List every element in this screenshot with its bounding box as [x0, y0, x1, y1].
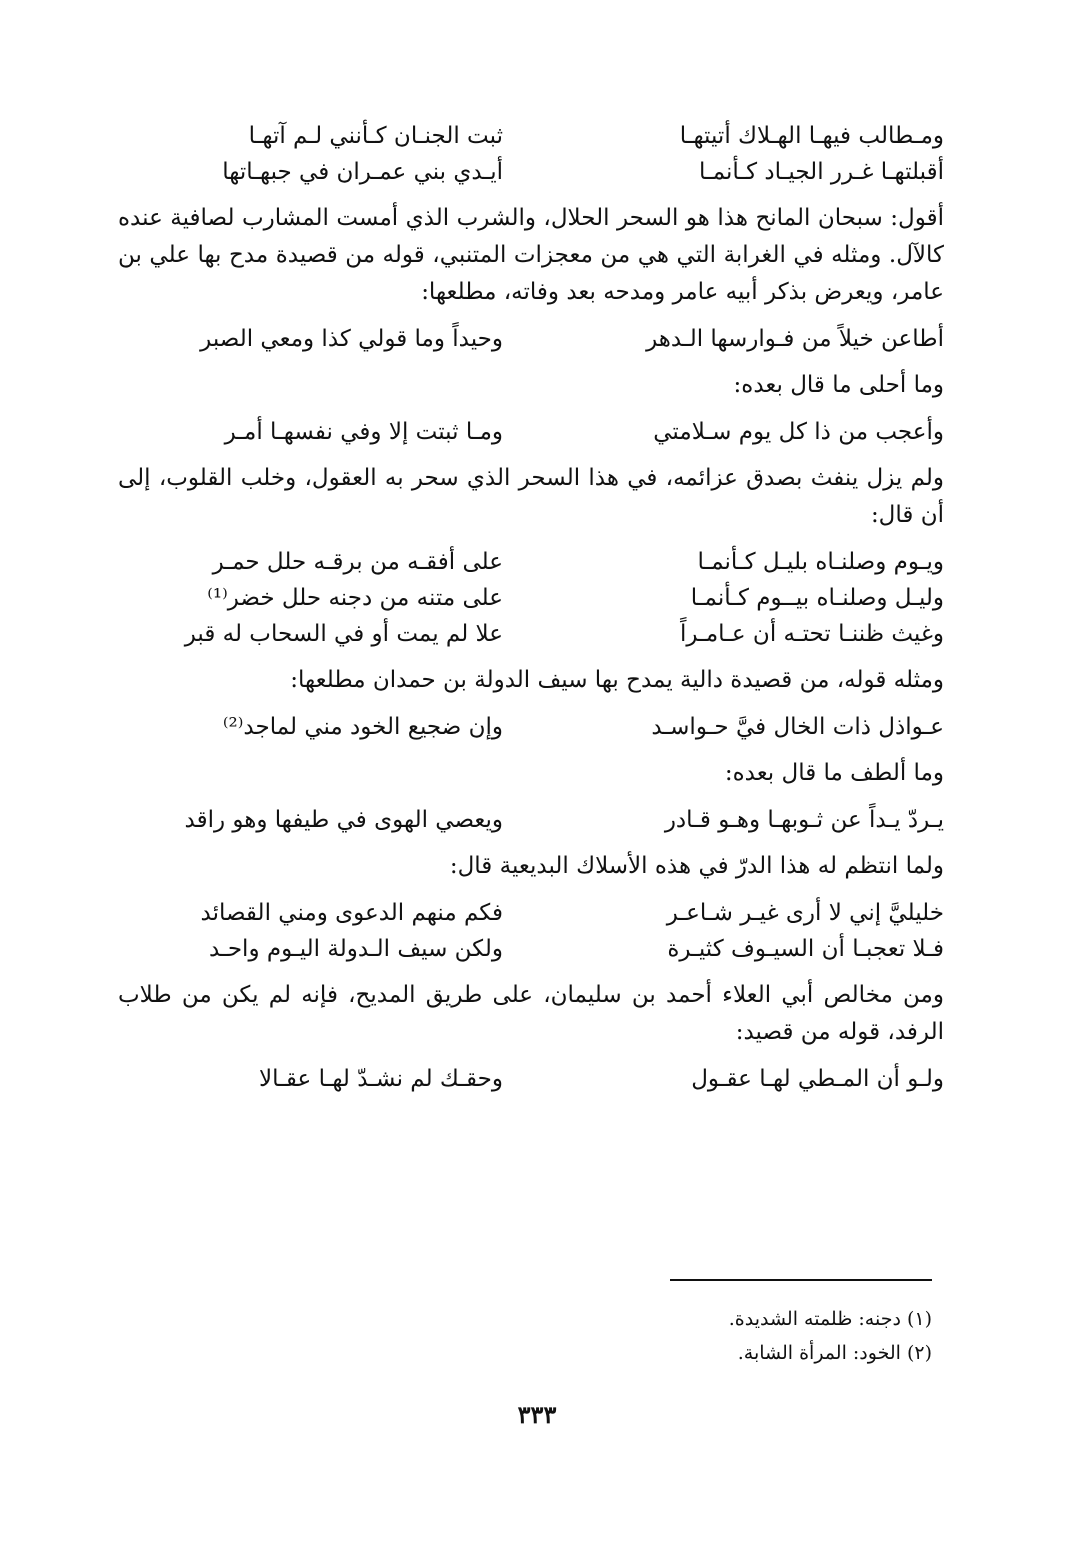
verse-first-hemistich: يـردّ يـداً عن ثـوبهـا وهـو قـادر	[664, 807, 944, 833]
spacer	[118, 404, 944, 414]
verse-line	[173, 895, 944, 931]
verse-line	[173, 580, 944, 616]
footnote: (٢) الخود: المرأة الشابة.	[737, 1342, 932, 1364]
verse-line	[173, 544, 944, 580]
prose-paragraph: ومن مخالص أبي العلاء أحمد بن سليمان، على طريق المديح، فإنه لم يكن من طلاب الرفد، قوله من قصيد:	[118, 982, 944, 1045]
footnotes	[432, 1302, 932, 1370]
verse-line	[173, 154, 944, 190]
spacer	[118, 745, 944, 755]
verse-first-hemistich: ويـوم وصلنـاه بليـل كـأنمـا	[697, 549, 944, 575]
verse-second-hemistich: ويعصي الهوى في طيفها وهو راقد	[184, 807, 503, 833]
spacer	[118, 357, 944, 367]
verse-first-hemistich: عـواذل ذات الخال فيَّ حـواسـد	[651, 714, 944, 740]
verse-second-hemistich: فكم منهم الدعوى ومني القصائد	[200, 900, 503, 926]
verse-second-hemistich: ومـا ثبتت إلا وفي نفسهـا أمـر	[224, 419, 503, 445]
verse-second-hemistich: ثبت الجنـان كـأنني لـم آتهـا	[248, 123, 503, 149]
prose-paragraph: ولما انتظم له هذا الدرّ في هذه الأسلاك البديعية قال:	[449, 853, 944, 879]
verse-second-hemistich: وإن ضجيع الخود مني لماجد⁽²⁾	[222, 714, 503, 740]
verse-first-hemistich: ولـو أن المـطي لهـا عقـول	[691, 1066, 944, 1092]
page-number: ٣٣٣	[517, 1400, 557, 1429]
verse-first-hemistich: أقبلتهـا غـرر الجيـاد كـأنمـا	[698, 159, 944, 185]
verse-first-hemistich: وليـل وصلنـاه بيــوم كـأنمـا	[690, 585, 944, 611]
spacer	[118, 311, 944, 321]
verse-line	[173, 616, 944, 652]
spacer	[118, 450, 944, 460]
verse-second-hemistich: علا لم يمت أو في السحاب له قبر	[184, 621, 503, 647]
prose-paragraph: ولم يزل ينفث بصدق عزائمه، في هذا السحر الذي سحر به العقول، وخلب القلوب، إلى أن قال:	[118, 465, 944, 528]
verse-first-hemistich: خليليَّ إني لا أرى غيـر شـاعـر	[666, 900, 944, 926]
prose-paragraph: ومثله قوله، من قصيدة دالية يمدح بها سيف الدولة بن حمدان مطلعها:	[290, 667, 944, 693]
verse-line	[173, 1061, 944, 1097]
spacer	[118, 534, 944, 544]
spacer	[118, 652, 944, 662]
footnote: (١) دجنه: ظلمته الشديدة.	[728, 1308, 932, 1330]
verse-line	[173, 414, 944, 450]
verse-second-hemistich: ولكن سيف الـدولة اليـوم واحـد	[209, 936, 503, 962]
verse-first-hemistich: أطاعن خيلاً من فـوارسها الـدهر	[646, 326, 944, 352]
verse-line	[173, 118, 944, 154]
verse-first-hemistich: ومـطالب فيهـا الهـلاك أتيتهـا	[679, 123, 944, 149]
verse-second-hemistich: على متنه من دجنه حلل خضر⁽¹⁾	[207, 585, 503, 611]
verse-second-hemistich: وحقـك لم نشـدّ لهـا عقـالا	[259, 1066, 503, 1092]
verse-first-hemistich: فـلا تعجبـا أن السيـوف كثيـرة	[667, 936, 944, 962]
spacer	[118, 1051, 944, 1061]
verse-first-hemistich: وغيث ظننـا تحتـه أن عـامـراً	[680, 621, 944, 647]
spacer	[118, 190, 944, 200]
prose-paragraph: وما ألطف ما قال بعده:	[724, 760, 944, 786]
prose-paragraph: أقول: سبحان المانح هذا هو السحر الحلال، والشرب الذي أمست المشارب لصافية عنده كالآل. ومثله في الغرابة التي هي من معجزات المتنبي، قوله من قصيدة مدح بها علي بن عامر، ويعرض بذكر أبيه عامر ومدحه بعد وفاته، مطلعها:	[118, 205, 944, 305]
spacer	[118, 792, 944, 802]
verse-line	[173, 931, 944, 967]
verse-second-hemistich: على أفقـه من برقـه حلل حمـر	[212, 549, 503, 575]
spacer	[118, 699, 944, 709]
spacer	[118, 967, 944, 977]
verse-first-hemistich: وأعجب من ذا كل يوم سـلامتي	[653, 419, 944, 445]
verse-line	[173, 709, 944, 745]
verse-line	[173, 321, 944, 357]
main-text	[118, 118, 944, 1097]
verse-second-hemistich: أيـدي بني عمـران في جبهـاتها	[222, 159, 503, 185]
verse-line	[173, 802, 944, 838]
verse-second-hemistich: وحيداً وما قولي كذا ومعي الصبر	[200, 326, 503, 352]
spacer	[118, 885, 944, 895]
prose-paragraph: وما أحلى ما قال بعده:	[733, 372, 944, 398]
footnote-separator	[670, 1279, 932, 1281]
spacer	[118, 838, 944, 848]
